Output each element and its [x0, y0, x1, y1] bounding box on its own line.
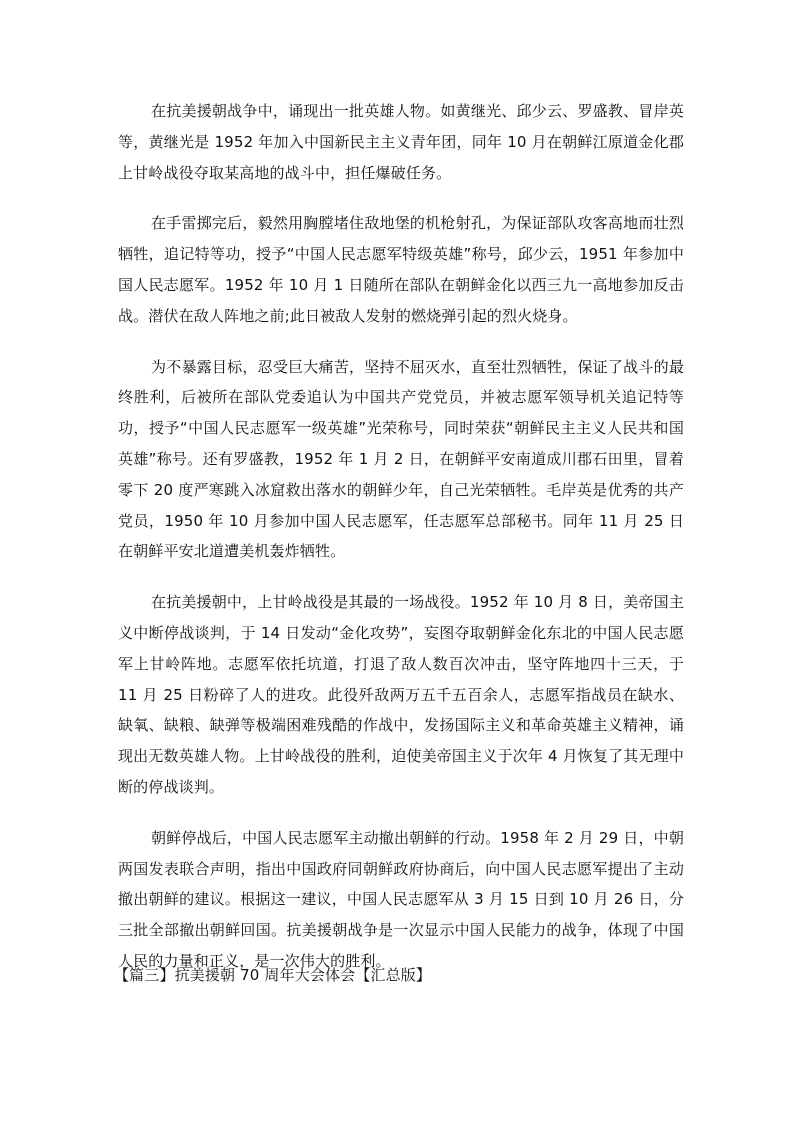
paragraph-huang-jiguang-qiu-shaoyun: 在手雷掷完后，毅然用胸膛堵住敌地堡的机枪射孔，为保证部队攻客高地而壮烈牺牲，追记特等功，授予“中国人民志愿军特级英雄”称号，邱少云，1951 年参加中国人民志愿军。1952 年 10 月 1 日随所在部队在朝鲜金化以西三九一高地参加反击战。潜伏在敌人阵地之前;此日被敌人发射的燃烧弹引起的烈火烧身。	[118, 214, 684, 325]
paragraph-heroes-intro: 在抗美援朝战争中，诵现出一批英雄人物。如黄继光、邱少云、罗盛教、冒岸英等，黄继光是 1952 年加入中国新民主主义青年团，同年 10 月在朝鲜江原道金化郡上甘岭战役夺取某高地的战斗中，担任爆破任务。	[118, 102, 684, 182]
document-body	[118, 96, 684, 997]
paragraph-shangganling-battle: 在抗美援朝中，上甘岭战役是其最的一场战役。1952 年 10 月 8 日，美帝国主义中断停战谈判，于 14 日发动“金化攻势”，妄图夺取朝鲜金化东北的中国人民志愿军上甘岭阵地。志愿军依托坑道，打退了敌人数百次冲击，坚守阵地四十三天，于 11 月 25 日粉碎了人的进攻。此役歼敌两万五千五百余人，志愿军指战员在缺水、缺氧、缺粮、缺弹等极端困难残酷的作战中，发扬国际主义和革命英雄主义精神，诵现出无数英雄人物。上甘岭战役的胜利，迫使美帝国主义于次年 4 月恢复了其无理中断的停战谈判。	[118, 593, 684, 796]
paragraph-qiu-shaoyun-luo-shengjiao-mao-anying: 为不暴露目标，忍受巨大痛苦，坚持不屈灭水，直至壮烈牺牲，保证了战斗的最终胜利，后被所在部队党委追认为中国共产党党员，并被志愿军领导机关追记特等功，授予“中国人民志愿军一级英雄”光荣称号，同时荣获“朝鲜民主主义人民共和国英雄”称号。还有罗盛教，1952 年 1 月 2 日，在朝鲜平安南道成川郡石田里，冒着零下 20 度严寒跳入冰窟救出落水的朝鲜少年，自己光荣牺牲。毛岸英是优秀的共产党员，1950 年 10 月参加中国人民志愿军，任志愿军总部秘书。同年 11 月 25 日在朝鲜平安北道遭美机轰炸牺牲。	[118, 357, 684, 561]
section-heading: 【篇三】抗美援朝 70 周年大会体会【汇总版】	[114, 966, 432, 984]
paragraph-withdrawal: 朝鲜停战后，中国人民志愿军主动撤出朝鲜的行动。1958 年 2 月 29 日，中朝两国发表联合声明，指出中国政府同朝鲜政府协商后，向中国人民志愿军提出了主动撤出朝鲜的建议。根据这一建议，中国人民志愿军从 3 月 15 日到 10 月 26 日，分三批全部撤出朝鲜回国。抗美援朝战争是一次显示中国人民能力的战争，体现了中国人民的力量和正义，是一次伟大的胜利。	[118, 828, 684, 970]
